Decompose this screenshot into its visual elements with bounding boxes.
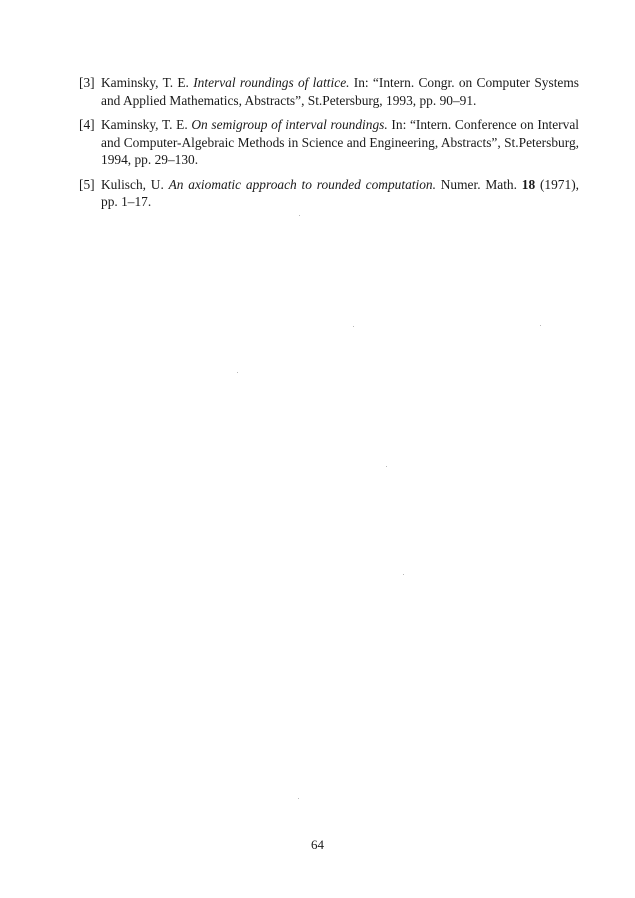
scan-speck bbox=[353, 326, 354, 327]
reference-text bbox=[101, 116, 579, 169]
reference-item bbox=[79, 116, 579, 169]
reference-text bbox=[101, 176, 579, 211]
reference-list bbox=[79, 74, 579, 218]
reference-title: An axiomatic approach to rounded computation. bbox=[168, 176, 436, 192]
reference-authors: Kaminsky, T. E. bbox=[101, 75, 194, 90]
reference-details-end: (1971), pp. 1–17. bbox=[101, 176, 580, 209]
reference-item bbox=[79, 74, 579, 109]
scan-speck bbox=[299, 215, 300, 216]
scan-speck bbox=[237, 372, 238, 373]
reference-volume: 18 bbox=[521, 176, 536, 192]
reference-title: Interval roundings of lattice. bbox=[193, 75, 350, 90]
reference-label: [4] bbox=[79, 117, 95, 132]
reference-title: On semigroup of interval roundings. bbox=[191, 117, 388, 132]
reference-label: [3] bbox=[79, 75, 95, 90]
page-number: 64 bbox=[311, 837, 324, 852]
reference-details: In: “Intern. Congr. on Computer Systems and Applied Mathematics, Abstracts”, St.Petersburg, 1993, pp. 90–91. bbox=[101, 75, 579, 108]
reference-item bbox=[79, 176, 579, 211]
reference-authors: Kaminsky, T. E. bbox=[101, 117, 192, 132]
reference-text bbox=[101, 74, 579, 109]
reference-label: [5] bbox=[79, 176, 95, 192]
scan-speck bbox=[386, 466, 387, 467]
scan-speck bbox=[403, 574, 404, 575]
reference-details: In: “Intern. Conference on Interval and Computer-Algebraic Methods in Science and Engineering, Abstracts”, St.Petersburg, 1994, pp. 29–130. bbox=[101, 117, 579, 167]
reference-details: Numer. Math. bbox=[435, 176, 522, 192]
scan-speck bbox=[540, 325, 541, 326]
scan-speck bbox=[298, 798, 299, 799]
reference-authors: Kulisch, U. bbox=[101, 176, 169, 192]
